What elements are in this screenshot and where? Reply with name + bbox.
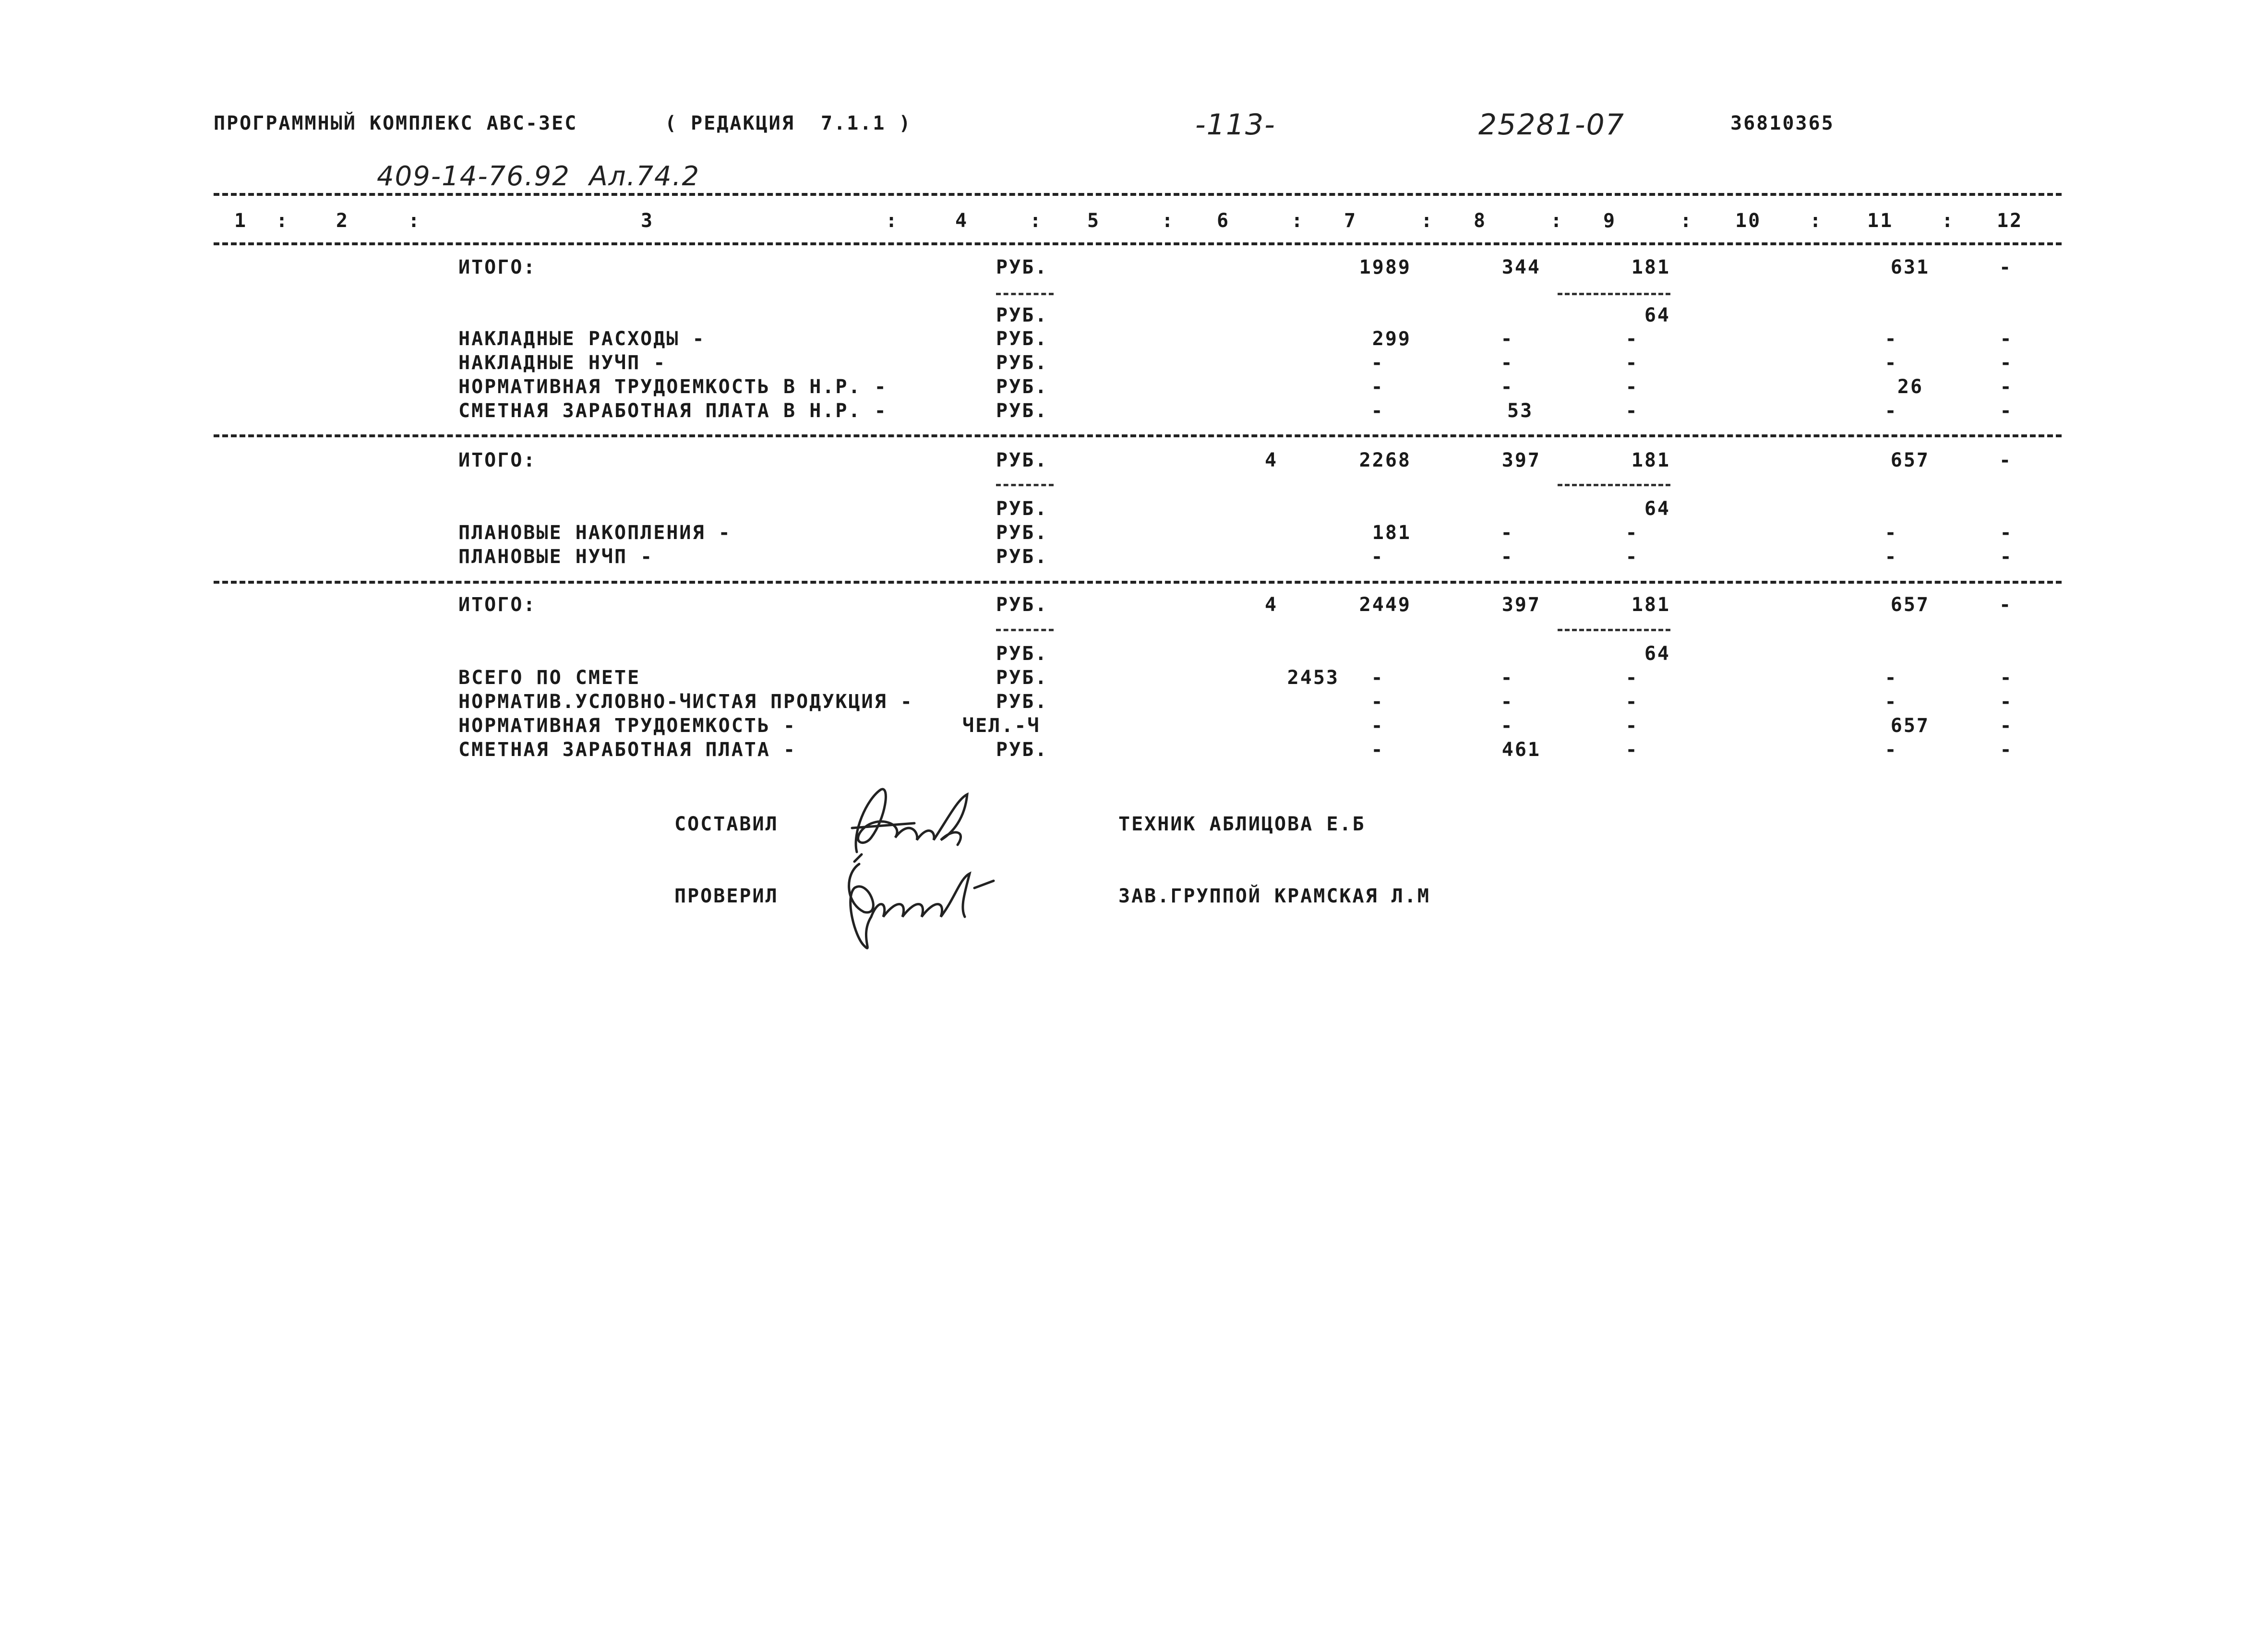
total-c7: 1989 [1359, 256, 1411, 278]
row-unit: РУБ. [996, 328, 1048, 350]
row-c12: - [2000, 715, 2013, 737]
value-underline [1558, 629, 1670, 631]
row-c11: - [1884, 522, 1898, 544]
total-c8: 397 [1501, 449, 1541, 471]
row-unit: РУБ. [996, 352, 1048, 374]
column-number: 2 [336, 210, 349, 232]
total-c9: 181 [1631, 594, 1670, 616]
row-c12: - [2000, 546, 2013, 568]
total-c12: - [1999, 594, 2013, 616]
document-number: 36810365 [1730, 112, 1835, 134]
row-c7: - [1371, 352, 1384, 374]
row-label: ПЛАНОВЫЕ НАКОПЛЕНИЯ - [458, 522, 732, 544]
column-number: 6 [1217, 210, 1230, 232]
column-separator: : [1421, 210, 1434, 232]
row-label: СМЕТНАЯ ЗАРАБОТНАЯ ПЛАТА В Н.Р. - [458, 400, 888, 422]
row-unit: РУБ. [996, 546, 1048, 568]
row-unit: РУБ. [996, 522, 1048, 544]
column-separator: : [1680, 210, 1693, 232]
row-c12: - [2000, 691, 2013, 713]
row-label: НОРМАТИВНАЯ ТРУДОЕМКОСТЬ - [458, 715, 797, 737]
total-unit: РУБ. [996, 594, 1048, 616]
column-separator: : [1942, 210, 1955, 232]
row-unit: ЧЕЛ.-Ч [962, 715, 1041, 737]
signature-role: СОСТАВИЛ [674, 813, 779, 835]
column-number: 10 [1735, 210, 1762, 232]
row-c7: - [1371, 691, 1384, 713]
total-c7: 2268 [1359, 449, 1411, 471]
row-c11: - [1884, 400, 1898, 422]
column-separator: : [408, 210, 421, 232]
program-name: ПРОГРАММНЫЙ КОМПЛЕКС АВС-ЗЕС [214, 112, 578, 134]
row-c9: - [1625, 352, 1639, 374]
column-number: 4 [955, 210, 969, 232]
column-separator: : [1291, 210, 1305, 232]
row-c8: - [1500, 715, 1514, 737]
total-c9: 181 [1631, 256, 1670, 278]
signature-image [826, 845, 1008, 955]
row-c12: - [2000, 739, 2013, 761]
row-c7: - [1371, 546, 1384, 568]
row-c12: - [2000, 352, 2013, 374]
total-c9: 181 [1631, 449, 1670, 471]
unit-underline [996, 484, 1054, 486]
row-unit: РУБ. [996, 400, 1048, 422]
row-c12: - [2000, 400, 2013, 422]
signer-name: ЗАВ.ГРУППОЙ КРАМСКАЯ Л.М [1118, 885, 1430, 907]
unit-underline [996, 293, 1054, 295]
total-label: ИТОГО: [458, 256, 537, 278]
row-c11: 26 [1897, 376, 1924, 398]
column-separator: : [276, 210, 289, 232]
sub-unit: РУБ. [996, 498, 1048, 520]
row-c11: - [1884, 546, 1898, 568]
column-separator: : [1162, 210, 1175, 232]
column-separator: : [1550, 210, 1564, 232]
row-c12: - [2000, 376, 2013, 398]
column-number: 9 [1603, 210, 1617, 232]
row-c12: - [2000, 522, 2013, 544]
total-unit: РУБ. [996, 449, 1048, 471]
row-c8: - [1500, 691, 1514, 713]
row-label: НАКЛАДНЫЕ РАСХОДЫ - [458, 328, 706, 350]
value-underline [1558, 293, 1670, 295]
row-label: СМЕТНАЯ ЗАРАБОТНАЯ ПЛАТА - [458, 739, 797, 761]
header-top-rule [214, 193, 2062, 196]
row-c6: 2453 [1287, 667, 1339, 689]
total-c8: 397 [1501, 594, 1541, 616]
column-separator: : [1030, 210, 1043, 232]
total-label: ИТОГО: [458, 594, 537, 616]
total-c11: 631 [1890, 256, 1930, 278]
column-number: 11 [1867, 210, 1894, 232]
total-c6: 4 [1265, 449, 1278, 471]
row-c8: 53 [1507, 400, 1534, 422]
block-separator [214, 434, 2062, 437]
row-c9: - [1625, 400, 1639, 422]
total-c11: 657 [1890, 594, 1930, 616]
column-number: 12 [1997, 210, 2023, 232]
row-c8: - [1500, 546, 1514, 568]
column-number: 8 [1474, 210, 1487, 232]
total-c8: 344 [1501, 256, 1541, 278]
row-c9: - [1625, 522, 1639, 544]
total-c12: - [1999, 449, 2013, 471]
sub-unit: РУБ. [996, 304, 1048, 326]
row-c7: - [1371, 667, 1384, 689]
row-c11: - [1884, 667, 1898, 689]
row-c11: - [1884, 352, 1898, 374]
total-unit: РУБ. [996, 256, 1048, 278]
row-c9: - [1625, 667, 1639, 689]
row-c9: - [1625, 546, 1639, 568]
total-c11: 657 [1890, 449, 1930, 471]
sub-c9: 64 [1644, 498, 1670, 520]
document-code: 25281-07 [1478, 108, 1625, 142]
row-c8: 461 [1501, 739, 1541, 761]
row-c11: - [1884, 328, 1898, 350]
block-separator [214, 581, 2062, 584]
value-underline [1558, 484, 1670, 486]
total-c7: 2449 [1359, 594, 1411, 616]
signer-name: ТЕХНИК АБЛИЦОВА Е.Б [1118, 813, 1366, 835]
row-c11: 657 [1890, 715, 1930, 737]
row-c7: - [1371, 715, 1384, 737]
edition-label: ( РЕДАКЦИЯ 7.1.1 ) [665, 112, 912, 134]
row-c8: - [1500, 352, 1514, 374]
page-number: -113- [1195, 108, 1276, 142]
row-label: НОРМАТИВНАЯ ТРУДОЕМКОСТЬ В Н.Р. - [458, 376, 888, 398]
row-c9: - [1625, 739, 1639, 761]
row-c9: - [1625, 328, 1639, 350]
row-label: НАКЛАДНЫЕ НУЧП - [458, 352, 667, 374]
sub-c9: 64 [1644, 304, 1670, 326]
row-c9: - [1625, 715, 1639, 737]
signature-role: ПРОВЕРИЛ [674, 885, 779, 907]
row-unit: РУБ. [996, 739, 1048, 761]
row-c7: - [1371, 376, 1384, 398]
column-number: 3 [641, 210, 654, 232]
row-c8: - [1500, 376, 1514, 398]
row-c12: - [2000, 667, 2013, 689]
row-c8: - [1500, 667, 1514, 689]
column-number: 5 [1087, 210, 1101, 232]
row-c12: - [2000, 328, 2013, 350]
row-c9: - [1625, 691, 1639, 713]
column-number: 7 [1344, 210, 1357, 232]
sub-unit: РУБ. [996, 643, 1048, 665]
row-c9: - [1625, 376, 1639, 398]
row-c7: 181 [1372, 522, 1411, 544]
project-code: 409-14-76.92 Ал.74.2 [377, 161, 700, 192]
unit-underline [996, 629, 1054, 631]
row-c8: - [1500, 522, 1514, 544]
row-label: ВСЕГО ПО СМЕТЕ [458, 667, 641, 689]
row-label: НОРМАТИВ.УСЛОВНО-ЧИСТАЯ ПРОДУКЦИЯ - [458, 691, 913, 713]
row-c7: 299 [1372, 328, 1411, 350]
row-c7: - [1371, 400, 1384, 422]
header-bottom-rule [214, 242, 2062, 245]
row-c7: - [1371, 739, 1384, 761]
column-number: 1 [234, 210, 248, 232]
row-unit: РУБ. [996, 691, 1048, 713]
total-c12: - [1999, 256, 2013, 278]
sub-c9: 64 [1644, 643, 1670, 665]
column-separator: : [886, 210, 899, 232]
total-c6: 4 [1265, 594, 1278, 616]
row-label: ПЛАНОВЫЕ НУЧП - [458, 546, 654, 568]
row-unit: РУБ. [996, 667, 1048, 689]
row-c11: - [1884, 739, 1898, 761]
row-c11: - [1884, 691, 1898, 713]
row-unit: РУБ. [996, 376, 1048, 398]
total-label: ИТОГО: [458, 449, 537, 471]
row-c8: - [1500, 328, 1514, 350]
column-separator: : [1810, 210, 1823, 232]
